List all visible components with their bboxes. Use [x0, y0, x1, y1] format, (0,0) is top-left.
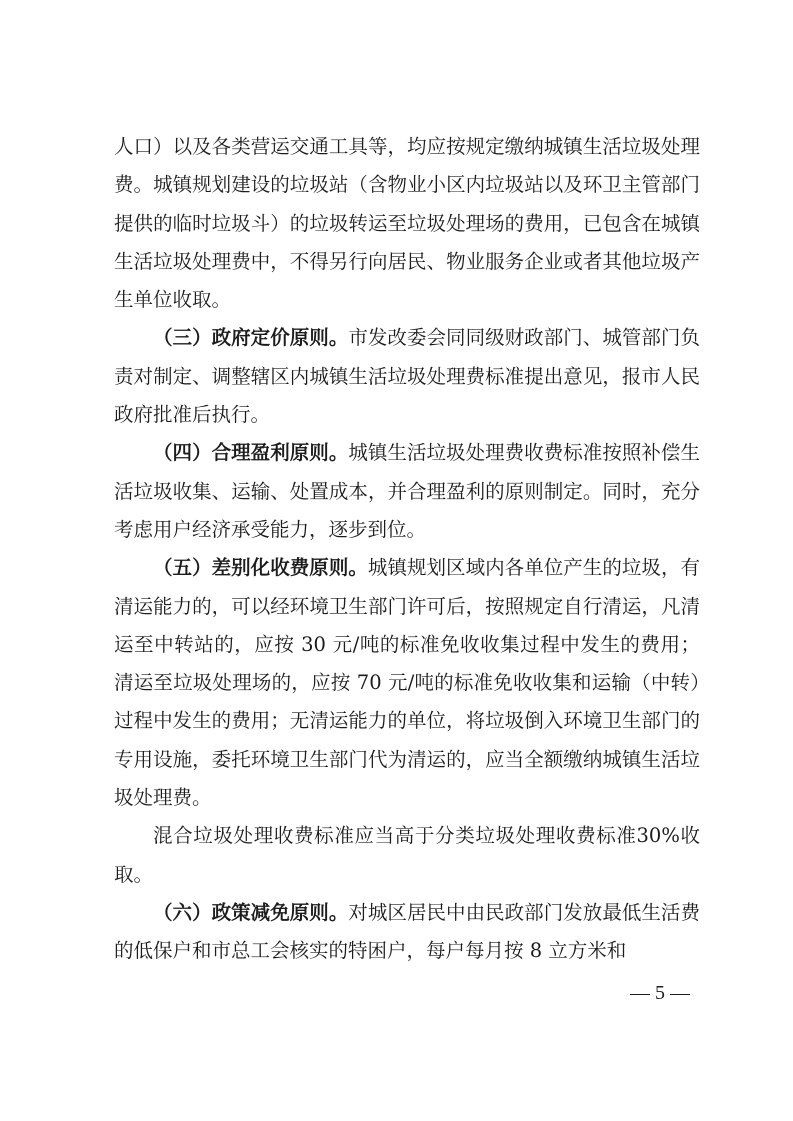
page-number: — 5 — [630, 982, 690, 1004]
paragraph-body: 人口）以及各类营运交通工具等，均应按规定缴纳城镇生活垃圾处理费。城镇规划建设的垃圾站（含物业小区内垃圾站以及环卫主管部门提供的临时垃圾斗）的垃圾转运至垃圾处理场的费用，已包含在城镇生活垃圾处理费中，不得另行向居民、物业服务企业或者其他垃圾产生单位收取。 [114, 135, 700, 312]
section-heading: （四）合理盈利原则。 [153, 441, 349, 465]
section-heading: （五）差别化收费原则。 [153, 556, 368, 580]
paragraph-mixed-waste [114, 817, 700, 894]
paragraph-reasonable-profit [114, 434, 700, 549]
paragraph-government-pricing [114, 319, 700, 434]
paragraph-continuation [114, 128, 700, 319]
section-heading: （六）政策减免原则。 [153, 900, 349, 924]
paragraph-body: 市发改委会同同级财政部门、城管部门负责对制定、调整辖区内城镇生活垃圾处理费标准提出意见，报市人民政府批准后执行。 [114, 326, 700, 427]
paragraph-body: 城镇规划区域内各单位产生的垃圾，有清运能力的，可以经环境卫生部门许可后，按照规定自行清运，凡清运至中转站的，应按 30 元/吨的标准免收收集过程中发生的费用；清运至垃圾处理场的，应按 70 元/吨的标准免收收集和运输（中转）过程中发生的费用；无清运能力的单位，将垃圾倒入环境卫生部门的专用设施，委托环境卫生部门代为清运的，应当全额缴纳城镇生活垃圾处理费。 [114, 556, 700, 810]
paragraph-body: 对城区居民中由民政部门发放最低生活费的低保户和市总工会核实的特困户，每户每月按 8 立方米和 [114, 900, 700, 963]
body-text [114, 128, 700, 971]
paragraph-body: 混合垃圾处理收费标准应当高于分类垃圾处理收费标准30%收取。 [114, 824, 700, 886]
paragraph-body: 城镇生活垃圾处理费收费标准按照补偿生活垃圾收集、运输、处置成本，并合理盈利的原则制定。同时，充分考虑用户经济承受能力，逐步到位。 [114, 441, 700, 541]
section-heading: （三）政府定价原则。 [153, 326, 349, 350]
paragraph-policy-exemption [114, 894, 700, 971]
paragraph-differentiated-charging [114, 549, 700, 817]
